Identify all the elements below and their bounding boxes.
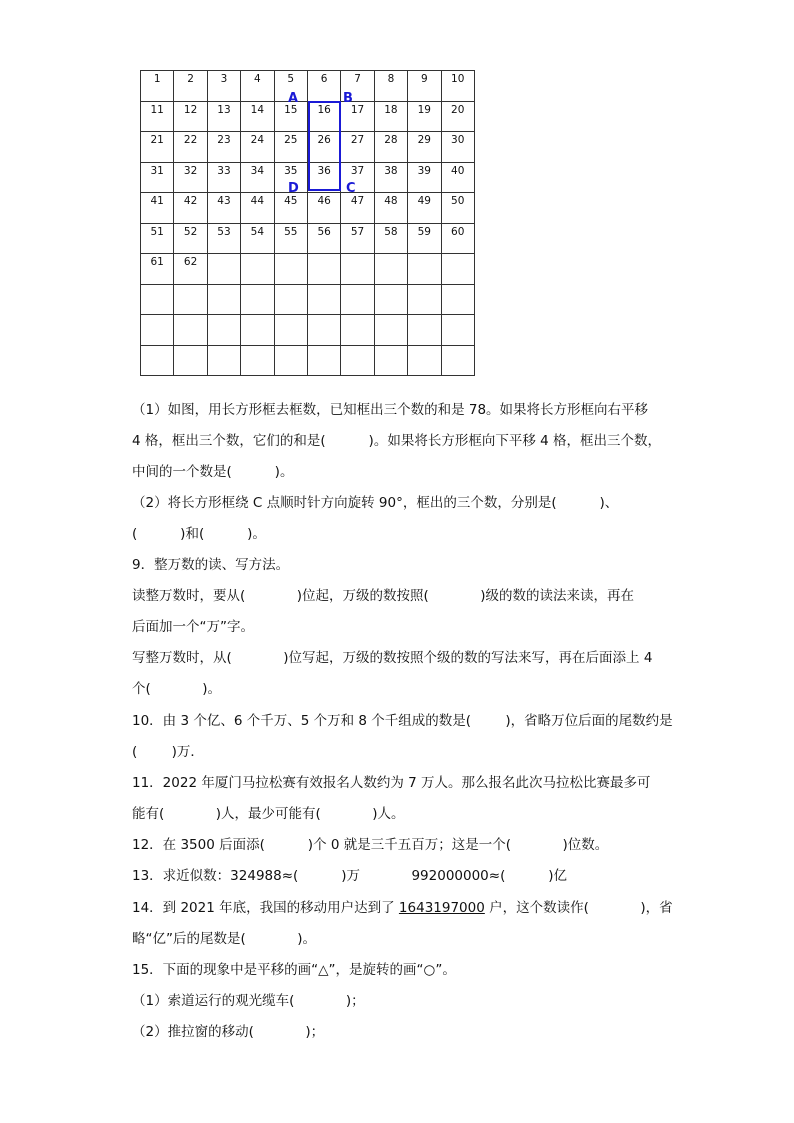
question-14-line-1 <box>132 900 673 916</box>
question-8-1-line-2: 4 格，框出三个数，它们的和是( )。如果将长方形框向下平移 4 格，框出三个数， <box>132 433 661 449</box>
grid-cell <box>307 315 340 346</box>
grid-cell: 51 <box>141 223 174 254</box>
question-8-1-line-1: （1）如图，用长方形框去框数，已知框出三个数的和是 78。如果将长方形框向右平移 <box>132 402 649 418</box>
grid-cell: 59 <box>408 223 441 254</box>
grid-cell <box>307 254 340 285</box>
grid-cell: 50 <box>441 193 474 224</box>
grid-row <box>141 71 475 102</box>
grid-cell <box>207 315 240 346</box>
question-14-text-b: 户，这个数读作( )，省 <box>484 900 673 916</box>
point-label-d: D <box>288 181 299 196</box>
grid-cell <box>241 254 274 285</box>
grid-cell: 30 <box>441 132 474 163</box>
grid-cell <box>408 284 441 315</box>
grid-cell: 52 <box>174 223 207 254</box>
question-11-line-1: 11．2022 年厦门马拉松赛有效报名人数约为 7 万人。那么报名此次马拉松比赛最多可 <box>132 775 651 791</box>
grid-cell: 61 <box>141 254 174 285</box>
question-15-1: （1）索道运行的观光缆车( )； <box>132 993 365 1009</box>
grid-cell: 8 <box>374 71 407 102</box>
grid-cell <box>274 345 307 376</box>
grid-cell: 23 <box>207 132 240 163</box>
grid-cell <box>441 284 474 315</box>
grid-cell: 18 <box>374 101 407 132</box>
grid-row <box>141 345 475 376</box>
grid-cell: 56 <box>307 223 340 254</box>
grid-cell <box>241 284 274 315</box>
grid-cell <box>374 315 407 346</box>
grid-cell: 37 <box>341 162 374 193</box>
grid-cell: 20 <box>441 101 474 132</box>
grid-row <box>141 284 475 315</box>
question-15-title: 15．下面的现象中是平移的画“△”，是旋转的画“○”。 <box>132 962 456 978</box>
grid-cell: 21 <box>141 132 174 163</box>
question-9-line-1: 读整万数时，要从( )位起，万级的数按照( )级的数的读法来读，再在 <box>132 588 635 604</box>
rectangle-frame <box>308 101 341 191</box>
grid-cell <box>374 345 407 376</box>
question-9-title: 9．整万数的读、写方法。 <box>132 557 290 573</box>
grid-cell: 27 <box>341 132 374 163</box>
grid-cell <box>274 284 307 315</box>
grid-cell: 44 <box>241 193 274 224</box>
grid-cell: 62 <box>174 254 207 285</box>
grid-cell: 1 <box>141 71 174 102</box>
grid-cell <box>307 345 340 376</box>
grid-cell: 40 <box>441 162 474 193</box>
grid-cell: 43 <box>207 193 240 224</box>
grid-cell: 2 <box>174 71 207 102</box>
grid-cell <box>274 315 307 346</box>
grid-cell <box>341 315 374 346</box>
question-10-line-1: 10．由 3 个亿、6 个千万、5 个万和 8 个千组成的数是( )，省略万位后面的尾数约是 <box>132 713 673 729</box>
grid-cell <box>307 284 340 315</box>
question-14-text-a: 14．到 2021 年底，我国的移动用户达到了 <box>132 900 399 916</box>
grid-cell <box>141 315 174 346</box>
point-label-c: C <box>346 181 356 196</box>
grid-cell <box>441 315 474 346</box>
grid-cell <box>207 284 240 315</box>
grid-cell: 26 <box>307 132 340 163</box>
grid-cell: 47 <box>341 193 374 224</box>
grid-cell: 15 <box>274 101 307 132</box>
grid-cell: 4 <box>241 71 274 102</box>
grid-cell: 33 <box>207 162 240 193</box>
grid-cell: 16 <box>307 101 340 132</box>
grid-cell: 17 <box>341 101 374 132</box>
grid-cell: 45 <box>274 193 307 224</box>
grid-cell <box>274 254 307 285</box>
grid-cell: 58 <box>374 223 407 254</box>
grid-cell <box>174 345 207 376</box>
grid-cell <box>441 345 474 376</box>
grid-cell: 22 <box>174 132 207 163</box>
grid-cell <box>408 254 441 285</box>
grid-cell: 5 <box>274 71 307 102</box>
grid-cell <box>207 254 240 285</box>
question-10-line-2: ( )万． <box>132 744 204 760</box>
grid-cell: 19 <box>408 101 441 132</box>
grid-row <box>141 223 475 254</box>
grid-cell: 38 <box>374 162 407 193</box>
grid-cell: 31 <box>141 162 174 193</box>
grid-cell: 9 <box>408 71 441 102</box>
grid-cell <box>374 254 407 285</box>
grid-cell: 55 <box>274 223 307 254</box>
point-label-a: A <box>288 91 299 106</box>
grid-cell: 3 <box>207 71 240 102</box>
grid-cell: 13 <box>207 101 240 132</box>
point-label-b: B <box>343 91 353 106</box>
question-14-line-2: 略“亿”后的尾数是( )。 <box>132 931 317 947</box>
grid-cell <box>141 284 174 315</box>
question-8-1-line-3: 中间的一个数是( )。 <box>132 464 294 480</box>
grid-cell: 34 <box>241 162 274 193</box>
grid-cell: 42 <box>174 193 207 224</box>
grid-row <box>141 315 475 346</box>
question-8-2-line-2: ( )和( )。 <box>132 526 266 542</box>
grid-cell: 35 <box>274 162 307 193</box>
grid-cell <box>174 284 207 315</box>
grid-cell <box>374 284 407 315</box>
grid-cell: 25 <box>274 132 307 163</box>
grid-cell: 7 <box>341 71 374 102</box>
grid-row <box>141 193 475 224</box>
grid-cell: 57 <box>341 223 374 254</box>
grid-cell: 53 <box>207 223 240 254</box>
question-11-line-2: 能有( )人，最少可能有( )人。 <box>132 806 405 822</box>
grid-cell <box>341 284 374 315</box>
question-8-2-line-1: （2）将长方形框绕 C 点顺时针方向旋转 90°，框出的三个数，分别是( )、 <box>132 495 619 511</box>
grid-cell <box>341 345 374 376</box>
grid-cell: 46 <box>307 193 340 224</box>
grid-cell: 60 <box>441 223 474 254</box>
grid-cell <box>341 254 374 285</box>
grid-cell <box>241 345 274 376</box>
grid-cell: 36 <box>307 162 340 193</box>
grid-cell: 54 <box>241 223 274 254</box>
grid-cell: 12 <box>174 101 207 132</box>
grid-cell: 49 <box>408 193 441 224</box>
question-15-2: （2）推拉窗的移动( )； <box>132 1024 325 1040</box>
grid-cell <box>141 345 174 376</box>
grid-cell <box>441 254 474 285</box>
grid-cell: 39 <box>408 162 441 193</box>
grid-cell: 6 <box>307 71 340 102</box>
grid-cell: 48 <box>374 193 407 224</box>
grid-cell: 41 <box>141 193 174 224</box>
question-9-line-3: 写整万数时，从( )位写起，万级的数按照个级的数的写法来写，再在后面添上 4 <box>132 650 653 666</box>
grid-cell: 24 <box>241 132 274 163</box>
question-14-underlined-number: 1643197000 <box>398 900 485 916</box>
grid-cell: 29 <box>408 132 441 163</box>
grid-cell: 10 <box>441 71 474 102</box>
grid-cell <box>241 315 274 346</box>
grid-cell <box>207 345 240 376</box>
grid-cell: 32 <box>174 162 207 193</box>
grid-cell <box>174 315 207 346</box>
question-9-line-2: 后面加一个“万”字。 <box>132 619 254 635</box>
grid-cell <box>408 345 441 376</box>
question-9-line-4: 个( )。 <box>132 681 222 697</box>
grid-cell: 14 <box>241 101 274 132</box>
grid-cell: 28 <box>374 132 407 163</box>
grid-cell <box>408 315 441 346</box>
question-12: 12．在 3500 后面添( )个 0 就是三千五百万；这是一个( )位数。 <box>132 837 609 853</box>
grid-row <box>141 254 475 285</box>
question-13: 13．求近似数：324988≈( )万 992000000≈( )亿 <box>132 868 568 884</box>
grid-cell: 11 <box>141 101 174 132</box>
